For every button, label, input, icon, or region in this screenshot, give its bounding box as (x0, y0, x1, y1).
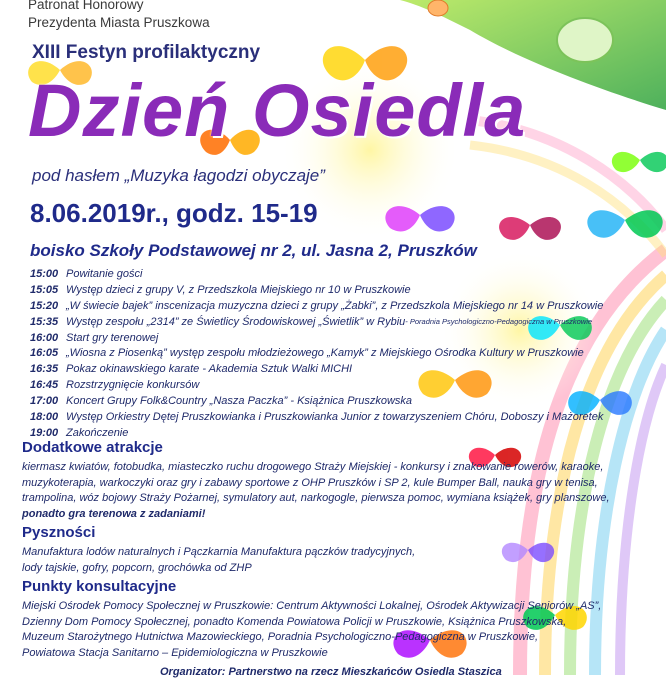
schedule-row (30, 282, 650, 298)
schedule-desc: Rozstrzygnięcie konkursów (66, 379, 200, 392)
schedule-time: 15:05 (30, 283, 59, 296)
schedule-desc: Występ zespołu „2314” ze Świetlicy Środowiskowej „Świetlik” w Rybiu (66, 315, 406, 328)
schedule-row (30, 298, 650, 314)
schedule-desc: Pokaz okinawskiego karate - Akademia Sztuk Walki MICHI (66, 363, 353, 376)
schedule-time: 19:00 (30, 426, 59, 439)
schedule-time: 16:00 (30, 331, 59, 344)
patronage (28, 0, 210, 32)
schedule-time: 16:45 (30, 379, 59, 392)
schedule-time: 18:00 (30, 410, 59, 423)
schedule-row (30, 377, 650, 393)
schedule-time: 16:35 (30, 363, 59, 376)
consult-heading: Punkty konsultacyjne (22, 578, 177, 595)
consult-line: Muzeum Starożytnego Hutnictwa Mazowieckiego, Poradnia Psychologiczno-Pedagogiczna w Pruszkowie, (22, 631, 539, 644)
consult-line: Powiatowa Stacja Sanitarno – Epidemiologiczna w Pruszkowie (22, 646, 328, 659)
schedule-row (30, 345, 650, 361)
schedule-note: - Poradnia Psychologiczno-Pedagogiczna w Pruszkowie (405, 317, 593, 327)
schedule-time: 16:05 (30, 347, 59, 360)
festival-subtitle: XIII Festyn profilaktyczny (32, 42, 261, 63)
schedule-row (30, 409, 650, 425)
attractions-line: ponadto gra terenowa z zadaniami! (22, 507, 206, 520)
schedule-row (30, 361, 650, 377)
food-heading: Pyszności (22, 524, 96, 541)
event-venue: boisko Szkoły Podstawowej nr 2, ul. Jasna 2, Pruszków (30, 241, 477, 260)
attractions-line: muzykoterapia, warkoczyki oraz gry i zabawy sportowe z OHP Pruszków i SP 2, kule Bumper Ball, nauka gry w tenisa, (22, 476, 598, 489)
attractions-line: trampolina, wóz bojowy Straży Pożarnej, symulatory aut, narkogogle, pierwsza pomoc, wymiana książek, gry planszowe, (22, 492, 610, 505)
attractions-line: kiermasz kwiatów, fotobudka, miasteczko ruchu drogowego Straży Miejskiej - konkursy i znakowanie rowerów, karaoke, (22, 461, 604, 473)
food-line: lody tajskie, gofry, popcorn, grochówka od ZHP (22, 561, 252, 574)
schedule-time: 15:35 (30, 315, 59, 328)
schedule-desc: Koncert Grupy Folk&Country „Nasza Paczka” - Książnica Pruszkowska (66, 395, 413, 408)
schedule-desc: Występ dzieci z grupy V, z Przedszkola Miejskiego nr 10 w Pruszkowie (66, 283, 411, 296)
schedule-desc: „Wiosna z Piosenką” występ zespołu młodzieżowego „Kamyk” z Miejskiego Ośrodka Kultury w Pruszkowie (66, 347, 584, 360)
consult-line: Dzienny Dom Pomocy Społecznej, ponadto Komenda Powiatowa Policji w Pruszkowie, Książnica Pruszkowska, (22, 615, 567, 628)
food-line: Manufaktura lodów naturalnych i Pączkarnia Manufaktura pączków tradycyjnych, (22, 546, 416, 558)
schedule-desc: Powitanie gości (66, 267, 143, 280)
motto: pod hasłem „Muzyka łagodzi obyczaje” (32, 166, 325, 185)
schedule-list (30, 266, 650, 441)
schedule-desc: Występ Orkiestry Dętej Pruszkowianka i Pruszkowianka Junior z towarzyszeniem Chóru, Doboszy i Mażoretek (66, 410, 604, 423)
schedule-desc: Start gry terenowej (66, 331, 159, 344)
patronage-line-2: Prezydenta Miasta Pruszkowa (28, 15, 210, 30)
consult-line: Miejski Ośrodek Pomocy Społecznej w Pruszkowie: Centrum Aktywności Lokalnej, Ośrodek Aktywizacji Seniorów „AS”, (22, 600, 602, 612)
schedule-row (30, 330, 650, 346)
consult-text (22, 599, 601, 661)
schedule-time: 17:00 (30, 395, 59, 408)
patronage-line-1: Patronat Honorowy (28, 0, 144, 12)
schedule-row (30, 393, 650, 409)
schedule-time: 15:20 (30, 299, 59, 312)
attractions-heading: Dodatkowe atrakcje (22, 439, 163, 456)
schedule-time: 15:00 (30, 267, 59, 280)
schedule-row (30, 266, 650, 282)
page-title: Dzień Osiedla (28, 69, 527, 152)
event-date: 8.06.2019r., godz. 15-19 (30, 198, 318, 228)
organizer-line: Organizator: Partnerstwo na rzecz Mieszkańców Osiedla Staszica (160, 666, 502, 678)
food-text (22, 545, 415, 576)
attractions-text (22, 460, 610, 522)
schedule-desc: Zakończenie (66, 426, 129, 439)
schedule-row (30, 314, 650, 330)
schedule-desc: „W świecie bajek” inscenizacja muzyczna dzieci z grupy „Żabki”, z Przedszkola Miejskiego nr 14 w Pruszkowie (66, 299, 604, 312)
